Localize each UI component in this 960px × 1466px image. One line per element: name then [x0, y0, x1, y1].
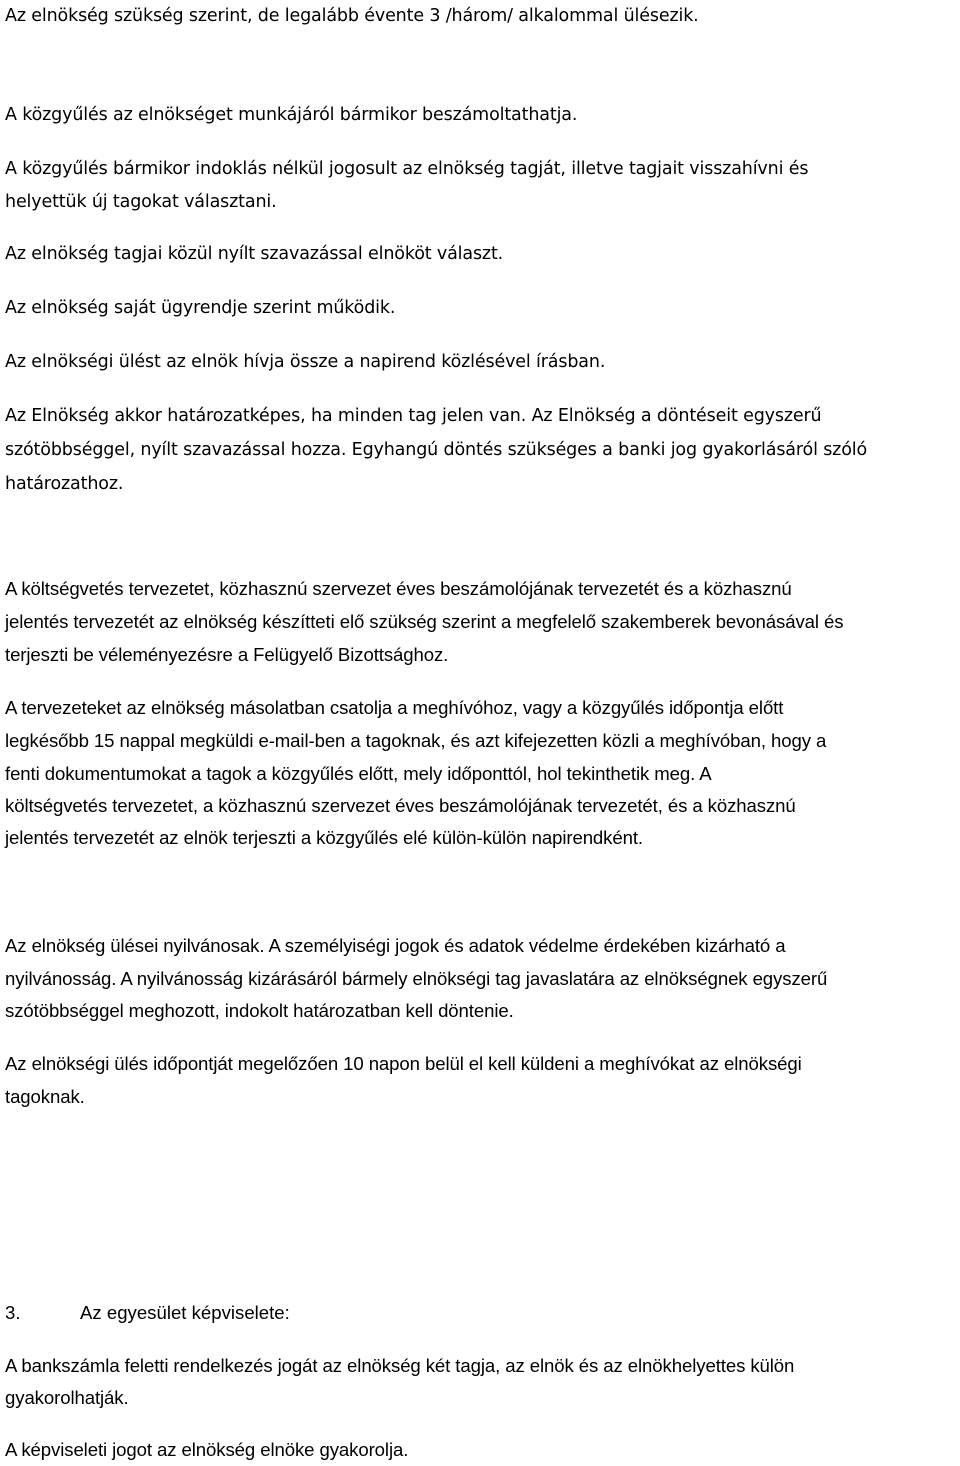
- text-line: jelentés tervezetét az elnökség készítteti elő szükség szerint a megfelelő szakemberek bevonásával és: [5, 611, 844, 632]
- text-line: Az elnökség saját ügyrendje szerint működik.: [5, 298, 396, 318]
- text-line: gyakorolhatják.: [5, 1387, 129, 1408]
- text-line: költségvetés tervezetet, a közhasznú szervezet éves beszámolójának tervezetét, és a közhasznú: [5, 795, 796, 816]
- text-line: tagoknak.: [5, 1086, 85, 1107]
- text-line: jelentés tervezetét az elnök terjeszti a közgyűlés elé külön-külön napirendként.: [5, 827, 643, 848]
- section-number: 3.: [5, 1302, 21, 1323]
- text-line: fenti dokumentumokat a tagok a közgyűlés előtt, mely időponttól, hol tekinthetik meg. A: [5, 763, 712, 784]
- text-line: Az elnökség tagjai közül nyílt szavazással elnököt választ.: [5, 244, 504, 264]
- text-line: Az Elnökség akkor határozatképes, ha minden tag jelen van. Az Elnökség a döntéseit egyszerű: [5, 406, 822, 426]
- section-title: Az egyesület képviselete:: [80, 1302, 290, 1323]
- text-line: A bankszámla feletti rendelkezés jogát az elnökség két tagja, az elnök és az elnökhelyettes külön: [5, 1355, 795, 1376]
- text-line: A képviseleti jogot az elnökség elnöke gyakorolja.: [5, 1439, 409, 1460]
- text-line: A költségvetés tervezetet, közhasznú szervezet éves beszámolójának tervezetét és a közhasznú: [5, 578, 792, 599]
- text-line: legkésőbb 15 nappal megküldi e-mail-ben a tagoknak, és azt kifejezetten közli a meghívóban, hogy a: [5, 730, 827, 751]
- text-line: A közgyűlés az elnökséget munkájáról bármikor beszámoltathatja.: [5, 105, 578, 125]
- text-line: Az elnökségi ülés időpontját megelőzően 10 napon belül el kell küldeni a meghívókat az elnökségi: [5, 1053, 802, 1074]
- text-line: nyilvánosság. A nyilvánosság kizárásáról bármely elnökségi tag javaslatára az elnökségnek egyszerű: [5, 968, 828, 989]
- text-line: A közgyűlés bármikor indoklás nélkül jogosult az elnökség tagját, illetve tagjait visszahívni és: [5, 159, 809, 179]
- text-line: A tervezeteket az elnökség másolatban csatolja a meghívóhoz, vagy a közgyűlés időpontja előtt: [5, 697, 784, 718]
- text-line: Az elnökség szükség szerint, de legalább évente 3 /három/ alkalommal ülésezik.: [5, 6, 699, 26]
- text-line: Az elnökségi ülést az elnök hívja össze a napirend közlésével írásban.: [5, 352, 606, 372]
- text-line: határozathoz.: [5, 474, 124, 494]
- text-line: Az elnökség ülései nyilvánosak. A személyiségi jogok és adatok védelme érdekében kizárható a: [5, 935, 786, 956]
- text-line: szótöbbséggel meghozott, indokolt határozatban kell döntenie.: [5, 1000, 514, 1021]
- text-line: helyettük új tagokat választani.: [5, 192, 277, 212]
- text-line: terjeszti be véleményezésre a Felügyelő Bizottsághoz.: [5, 644, 449, 665]
- text-line: szótöbbséggel, nyílt szavazással hozza. Egyhangú döntés szükséges a banki jog gyakorlásáról szóló: [5, 440, 868, 460]
